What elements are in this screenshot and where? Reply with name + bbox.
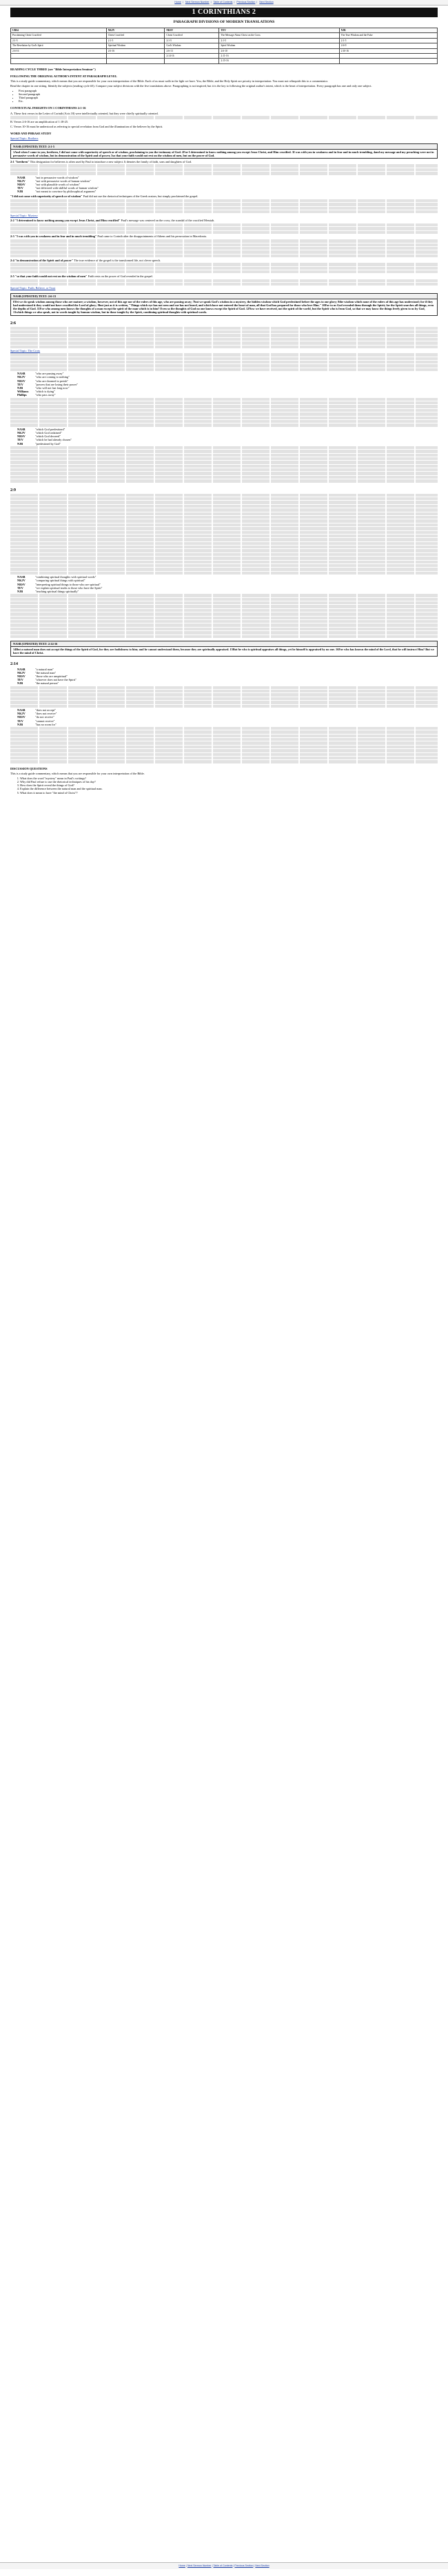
table-cell: 2:11-16 (219, 54, 339, 59)
note-paragraph (10, 194, 438, 198)
nav-home-link[interactable]: Home (179, 2564, 185, 2567)
translation-quote: "not meant to convince by philosophical argument" (35, 190, 96, 194)
table-cell: 2:6-16 (106, 48, 165, 53)
nasb-text-heading: NASB (UPDATED) TEXT: 2:6-13 (10, 293, 438, 299)
translation-quote: "the natural person" (35, 681, 59, 686)
list-item: • Second paragraph (19, 92, 438, 96)
reading-cycle-heading: READING CYCLE THREE (see "Bible Interpretation Seminar") (10, 67, 96, 71)
list-item: 1. What does the word "mystery" mean in Paul's writings? (20, 777, 438, 780)
note-reference: "I did not come with superiority of speech or of wisdom" (10, 194, 83, 199)
reading-cycle-paragraph: Read the chapter in one sitting. Identify the subjects (reading cycle #3). Compare your subject divisions with the five translations above. Paragraphing is not inspired, but it is the key to following the original author's intent, which is the heart of interpretation. Every paragraph has one and only one subject. (10, 83, 372, 88)
translation-abbrev: NJB (17, 190, 23, 194)
translation-quote: "powers that are losing their power" (35, 382, 79, 386)
contextual-point: A. These first verses in the Letter of Corinth (Acts 18) were intellectually oriented, but they were chiefly spiritually oriented. (10, 111, 159, 115)
note-paragraph (10, 234, 438, 238)
table-cell: Spirit Wisdom (219, 43, 339, 48)
translation-abbrev: NKJV (17, 579, 26, 583)
translation-quote: "who will not last long now" (35, 386, 70, 390)
translation-quote: "whoever does not have the Spirit" (35, 678, 77, 682)
translation-abbrev: NRSV (17, 582, 26, 586)
list-item: 4. Explain the difference between the natural man and the spiritual man. (20, 787, 438, 790)
note-text: Faith rests on the power of God revealed in the gospel. (88, 274, 153, 278)
nasb-text-body: 6Yet we do speak wisdom among those who are mature; a wisdom, however, not of this age nor of the rulers of this age, who are passing away; 7but we speak God's wisdom in a mystery, the hidden wisdom which God predestined before the ages to our glory; 8the wisdom which none of the rulers of this age has understood; for if they had understood it they would not have crucified the Lord of glory; 9but just as it is written, "Things which eye has not seen and ear has not heard, and which have not entered the heart of man, all that God has prepared for those who love Him." 10For to us God revealed them through the Spirit; for the Spirit searches all things, even the depths of God. 11For who among men knows the thoughts of a man except the spirit of the man which is in him? Even so the thoughts of God no one knows except the Spirit of God. 12Now we have received, not the spirit of the world, but the Spirit who is from God, so that we may know the things freely given to us by God, 13which things we also speak, not in words taught by human wisdom, but in those taught by the Spirit, combining spiritual thoughts with spiritual words. (10, 299, 438, 316)
translation-abbrev: NASB (17, 427, 26, 431)
table-header-cell: NKJV (106, 28, 165, 33)
special-topic-link[interactable]: Special Topic: Mystery (10, 214, 38, 218)
translation-quote: "which he had already chosen" (35, 438, 72, 442)
table-cell: Spiritual Wisdom (106, 43, 165, 48)
translation-quote: "we explain spiritual truths to those who have the Spirit" (35, 586, 103, 590)
translation-quote-list (17, 372, 438, 397)
translation-abbrev: TEV (17, 438, 23, 442)
translation-quote: "comparing spiritual things with spiritual" (35, 579, 85, 583)
translation-quote: "not delivered with skillful words of human wisdom" (35, 186, 99, 190)
note-paragraph (10, 274, 438, 278)
translation-abbrev: NJB (17, 441, 23, 446)
special-topic-link[interactable]: Special Topic: Brothers (10, 137, 39, 141)
table-cell: 2:1-5 (106, 38, 165, 43)
translation-quote: "which is dying" (35, 390, 55, 394)
list-item: 2. Why did Paul refuse to use the rhetorical techniques of his day? (20, 780, 438, 783)
reading-cycle-subheading: FOLLOWING THE ORIGINAL AUTHOR'S INTENT AT PARAGRAPH LEVEL (10, 74, 117, 79)
table-cell (106, 59, 165, 63)
nav-prev-section-link[interactable]: Previous Section (236, 1, 256, 3)
translation-abbrev: NKJV (17, 670, 26, 675)
verse-label: 2:6 (10, 321, 16, 326)
table-cell: 2:1-5 (11, 38, 107, 43)
table-cell: The True Wisdom and the False (339, 33, 437, 38)
translation-abbrev: TEV (17, 678, 23, 682)
translation-quote: "predestined by God" (35, 441, 61, 446)
translation-abbrev: NRSV (17, 182, 26, 186)
table-cell: 2:1-5 (339, 38, 437, 43)
translation-quote: "not in persuasive words of wisdom" (35, 175, 79, 179)
note-reference: 2:4 "in demonstration of the Spirit and of power" (10, 258, 74, 262)
translation-abbrev: NKJV (17, 430, 26, 435)
note-reference: 2:3 "I was with you in weakness and in fear and in much trembling" (10, 234, 97, 239)
list-item (17, 190, 438, 193)
nasb-text-heading: NASB (UPDATED) TEXT: 2:14-16 (10, 641, 438, 647)
table-cell: The Revelation by God's Spirit (11, 43, 107, 48)
note-paragraph (10, 259, 438, 262)
nav-toc-link[interactable]: Table of Contents (213, 2564, 233, 2567)
word-study-heading: WORD AND PHRASE STUDY (10, 132, 52, 136)
translation-quote: "which God decreed" (35, 435, 61, 439)
nasb-text-body: 14But a natural man does not accept the things of the Spirit of God, for they are foolishness to him; and he cannot understand them, because they are spiritually appraised. 15But he who is spiritual appraises all things, yet he himself is appraised by no one. 16For who has known the mind of the Lord, that he will instruct Him? But we have the mind of Christ. (10, 647, 438, 656)
content-page (10, 8, 438, 795)
top-navigation: Home | Next Sermon Number | Table of Contents | Previous Section | Next Section (0, 0, 448, 6)
translation-abbrev: NJB (17, 386, 23, 390)
translation-abbrev: NKJV (17, 712, 26, 716)
list-item (17, 723, 438, 726)
translation-abbrev: Williams (17, 390, 29, 394)
table-header-cell: NJB (339, 28, 437, 33)
translation-quote: "who are coming to nothing" (35, 375, 70, 379)
table-cell: 2:6-9 (339, 43, 437, 48)
table-row (11, 48, 438, 53)
table-cell (165, 59, 219, 63)
list-item: • Etc. (19, 99, 438, 103)
page-title: 1 CORINTHIANS 2 (10, 8, 438, 17)
contextual-point: B. Verses 2:6-16 are an amplification of 1:18-25. (10, 120, 69, 124)
translation-abbrev: NASB (17, 175, 26, 179)
translation-abbrev: NJB (17, 590, 23, 594)
translation-abbrev: NRSV (17, 435, 26, 439)
nav-toc-link[interactable]: Table of Contents (213, 1, 233, 3)
table-cell: 2:6-16 (11, 48, 107, 53)
table-cell: 2:15-16 (219, 59, 339, 63)
note-paragraph (10, 160, 438, 163)
table-cell: Christ Crucified (165, 33, 219, 38)
contextual-point: C. Verses 10-16 must be understood as referring to special revelation from God and the illumination of the believer by the Spirit. (10, 124, 163, 128)
translation-abbrev: TEV (17, 186, 23, 190)
nav-home-link[interactable]: Home (174, 1, 181, 3)
nav-next-sermon-link[interactable]: Next Sermon Number (187, 2564, 212, 2567)
translations-table (10, 28, 438, 64)
table-row (11, 54, 438, 59)
reading-cycle-list (19, 89, 438, 103)
table-header-cell: TEV (219, 28, 339, 33)
table-cell (11, 59, 107, 63)
table-cell: 2:10-16 (339, 48, 437, 53)
list-item (17, 681, 438, 685)
translation-quote: "which God ordained" (35, 430, 62, 435)
list-item: • First paragraph (19, 89, 438, 92)
table-cell (106, 54, 165, 59)
discussion-intro: This is a study guide commentary, which means that you are responsible for your own interpretation of the Bible. (10, 772, 145, 776)
table-cell (339, 54, 437, 59)
translation-abbrev: NKJV (17, 179, 26, 183)
translation-abbrev: NRSV (17, 674, 26, 678)
table-header-cell: NRSV (165, 28, 219, 33)
table-cell: 2:1-5 (219, 38, 339, 43)
list-item: 5. What does it mean to have "the mind of Christ"? (20, 791, 438, 795)
table-row (11, 38, 438, 43)
note-text: Paul came to Corinth after the disappointments of Athens and his persecution in Macedonia. (97, 234, 207, 239)
table-cell: The Message About Christ on the Cross (219, 33, 339, 38)
table-cell (339, 59, 437, 63)
table-row (11, 59, 438, 63)
translation-abbrev: TEV (17, 719, 23, 723)
table-cell: 2:6-13 (165, 48, 219, 53)
nav-next-sermon-link[interactable]: Next Sermon Number (185, 1, 210, 3)
translation-quote: "the natural man" (35, 670, 57, 675)
translation-abbrev: TEV (17, 586, 23, 590)
special-topic-link[interactable]: Special Topic: Faith, Believe, or Trust (10, 286, 56, 290)
translation-abbrev: TEV (17, 382, 23, 386)
table-header-row (11, 28, 438, 33)
table-cell: 2:14-16 (165, 54, 219, 59)
verse-label: 2:14 (10, 661, 18, 666)
note-text: The true evidence of the gospel is the transformed life, not clever speech. (74, 258, 161, 262)
translation-quote: "who are doomed to perish" (35, 379, 69, 383)
list-item: • Third paragraph (19, 96, 438, 99)
translation-quote: "does not accept" (35, 708, 56, 712)
translation-quote: "cannot receive" (35, 719, 55, 723)
note-text: Paul did not use the rhetorical techniques of the Greek orators, but simply proclaimed the gospel. (83, 194, 198, 199)
translation-quote: "do not receive" (35, 715, 54, 719)
note-paragraph (10, 219, 438, 222)
translation-quote: "not with persuasive words of human wisdom" (35, 179, 91, 183)
note-reference: 2:2 "I determined to know nothing among you except Jesus Christ, and Him crucified" (10, 219, 121, 223)
special-topic-link[interactable]: Special Topic: The Cross (10, 349, 41, 352)
translation-quote: "not with plausible words of wisdom" (35, 182, 81, 186)
translation-quote: "does not receive" (35, 712, 57, 716)
table-row (11, 33, 438, 38)
nav-next-section-link[interactable]: Next Section (255, 2564, 269, 2567)
table-cell: Proclaiming Christ Crucified (11, 33, 107, 38)
translation-abbrev: NASB (17, 575, 26, 579)
table-cell: 2:1-5 (165, 38, 219, 43)
translation-quote-list (17, 668, 438, 686)
translation-abbrev: Phillips (17, 393, 27, 397)
translation-quote: "combining spiritual thoughts with spiritual words" (35, 575, 96, 579)
table-cell: God's Wisdom (165, 43, 219, 48)
translation-quote: "which God predestined" (35, 427, 65, 431)
note-reference: 2:5 "so that your faith would not rest on the wisdom of men" (10, 274, 88, 278)
list-item (17, 590, 438, 593)
table-row (11, 43, 438, 48)
translation-quote: "a natural man" (35, 667, 54, 671)
note-text: Paul's message was centered on the cross, the scandal of the crucified Messiah. (121, 219, 215, 223)
translation-abbrev: NRSV (17, 715, 26, 719)
reading-cycle-paragraph: This is a study guide commentary, which means that you are responsible for your own interpretation of the Bible. Each of us must walk in the light we have. You, the Bible, and the Holy Spirit are priority in interpretation. You must not relinquish this to a commentator. (10, 79, 328, 83)
note-reference: 2:1 "brethren" (10, 159, 30, 163)
translation-quote-list (17, 708, 438, 726)
translation-quote-list (17, 176, 438, 194)
translation-abbrev: NASB (17, 372, 26, 376)
discussion-questions-heading: DISCUSSION QUESTIONS (10, 766, 48, 770)
nasb-text-body: 1And when I came to you, brethren, I did not come with superiority of speech or of wisdom, proclaiming to you the testimony of God. 2For I determined to know nothing among you except Jesus Christ, and Him crucified. 3I was with you in weakness and in fear and in much trembling, 4and my message and my preaching were not in persuasive words of wisdom, but in demonstration of the Spirit and of power, 5so that your faith would not rest on the wisdom of men, but on the power of God. (10, 150, 438, 159)
section-title-paragraph-divisions: PARAGRAPH DIVISIONS OF MODERN TRANSLATIONS (173, 20, 275, 24)
table-header-cell: UBS4 (11, 28, 107, 33)
translation-abbrev: NASB (17, 667, 26, 671)
translation-quote-list (17, 428, 438, 446)
list-item (17, 393, 438, 397)
translation-abbrev: NRSV (17, 379, 26, 383)
translation-quote: "who pass away" (35, 393, 56, 397)
table-cell (11, 54, 107, 59)
translation-abbrev: NJB (17, 681, 23, 686)
translation-quote: "who are passing away" (35, 372, 64, 376)
translation-quote: "has no room for" (35, 722, 57, 726)
list-item (17, 442, 438, 446)
nasb-text-heading: NASB (UPDATED) TEXT: 2:1-5 (10, 143, 438, 150)
table-cell: 2:6-10 (219, 48, 339, 53)
translation-quote: "those who are unspiritual" (35, 674, 68, 678)
table-cell: Christ Crucified (106, 33, 165, 38)
translation-quote: "interpreting spiritual things to those who are spiritual" (35, 582, 101, 586)
translation-abbrev: NKJV (17, 375, 26, 379)
discussion-questions-list (20, 777, 438, 795)
translation-abbrev: NASB (17, 708, 26, 712)
translation-quote: "teaching spiritual things spiritually" (35, 590, 79, 594)
nav-next-section-link[interactable]: Next Section (259, 1, 274, 3)
list-item: 3. How does the Spirit reveal the things of God? (20, 783, 438, 787)
verse-label: 2:9 (10, 488, 16, 492)
translation-abbrev: NJB (17, 722, 23, 726)
note-text: This designation for believers is often used by Paul to introduce a new subject. It denotes the family of faith, sons and daughters of God. (30, 159, 192, 163)
translation-quote-list (17, 575, 438, 593)
contextual-insights-heading: CONTEXTUAL INSIGHTS ON 1 CORINTHIANS 2:1-16 (10, 106, 86, 110)
bottom-navigation: Home | Next Sermon Number | Table of Contents | Previous Section | Next Section (0, 2562, 448, 2569)
nav-prev-section-link[interactable]: Previous Section (234, 2564, 254, 2567)
